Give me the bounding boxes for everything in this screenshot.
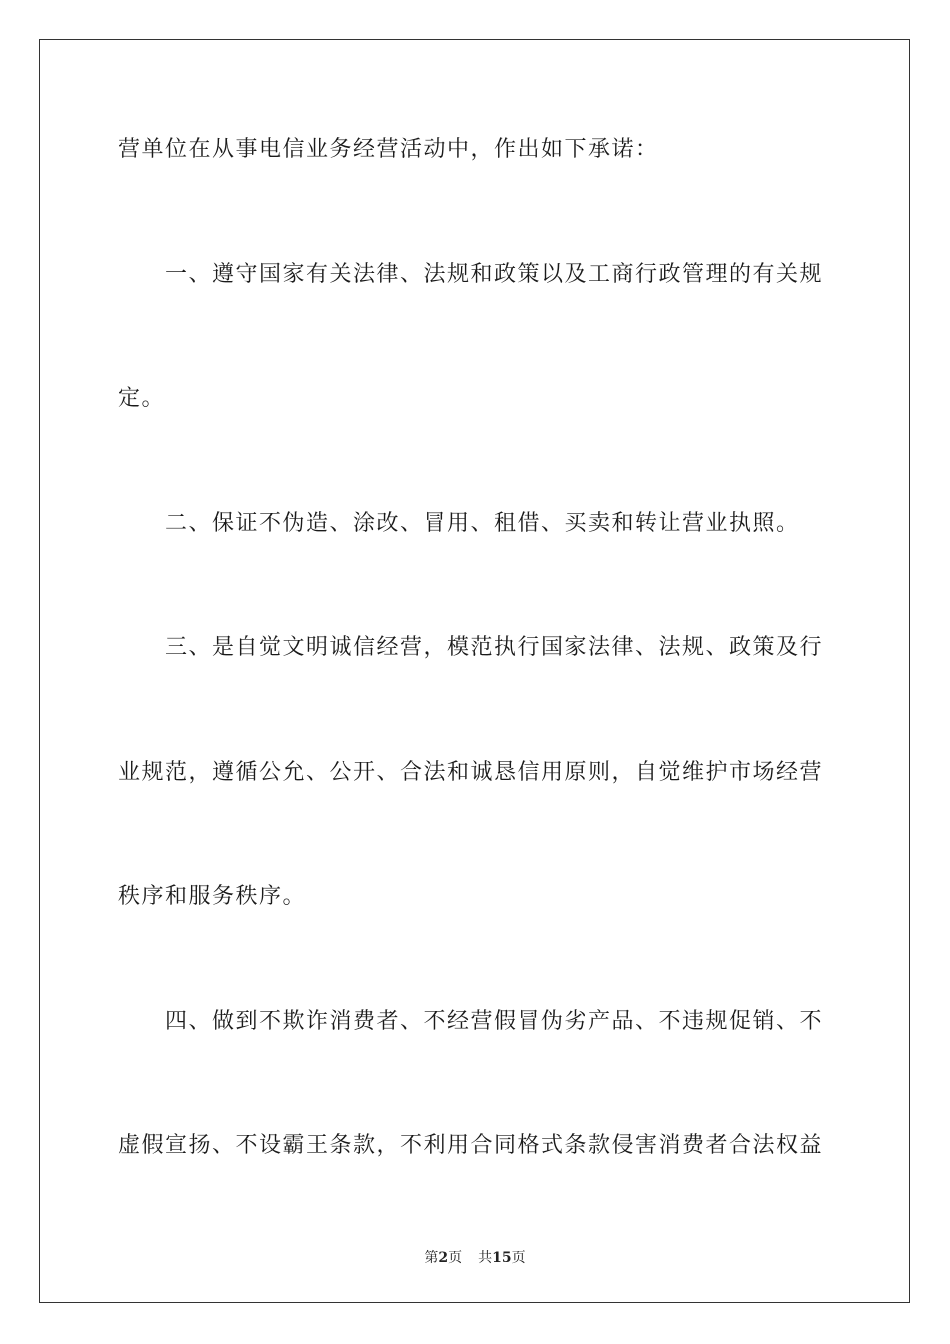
page-prefix: 第 — [424, 1250, 439, 1266]
clause-3-line-3: 秩序和服务秩序。 — [118, 884, 307, 909]
page-number: 2 — [438, 1250, 449, 1266]
clause-3-line-2: 业规范，遵循公允、公开、合法和诚恳信用原则，自觉维护市场经营 — [118, 760, 824, 785]
page-border — [39, 39, 910, 1303]
clause-1-line-2: 定。 — [118, 386, 166, 411]
clause-3-line-1: 三、是自觉文明诚信经营，模范执行国家法律、法规、政策及行 — [165, 635, 824, 660]
clause-2-line-1: 二、保证不伪造、涂改、冒用、租借、买卖和转让营业执照。 — [165, 511, 800, 536]
page-suffix: 页 — [448, 1250, 463, 1266]
clause-4-line-2: 虚假宣扬、不设霸王条款，不利用合同格式条款侵害消费者合法权益 — [118, 1133, 824, 1158]
total-pages: 15 — [492, 1250, 512, 1266]
text-line-1: 营单位在从事电信业务经营活动中，作出如下承诺： — [118, 137, 659, 162]
total-suffix: 页 — [511, 1250, 526, 1266]
page-footer — [0, 1248, 950, 1268]
clause-4-line-1: 四、做到不欺诈消费者、不经营假冒伪劣产品、不违规促销、不 — [165, 1009, 824, 1034]
clause-1-line-1: 一、遵守国家有关法律、法规和政策以及工商行政管理的有关规 — [165, 262, 824, 287]
total-prefix: 共 — [478, 1250, 493, 1266]
